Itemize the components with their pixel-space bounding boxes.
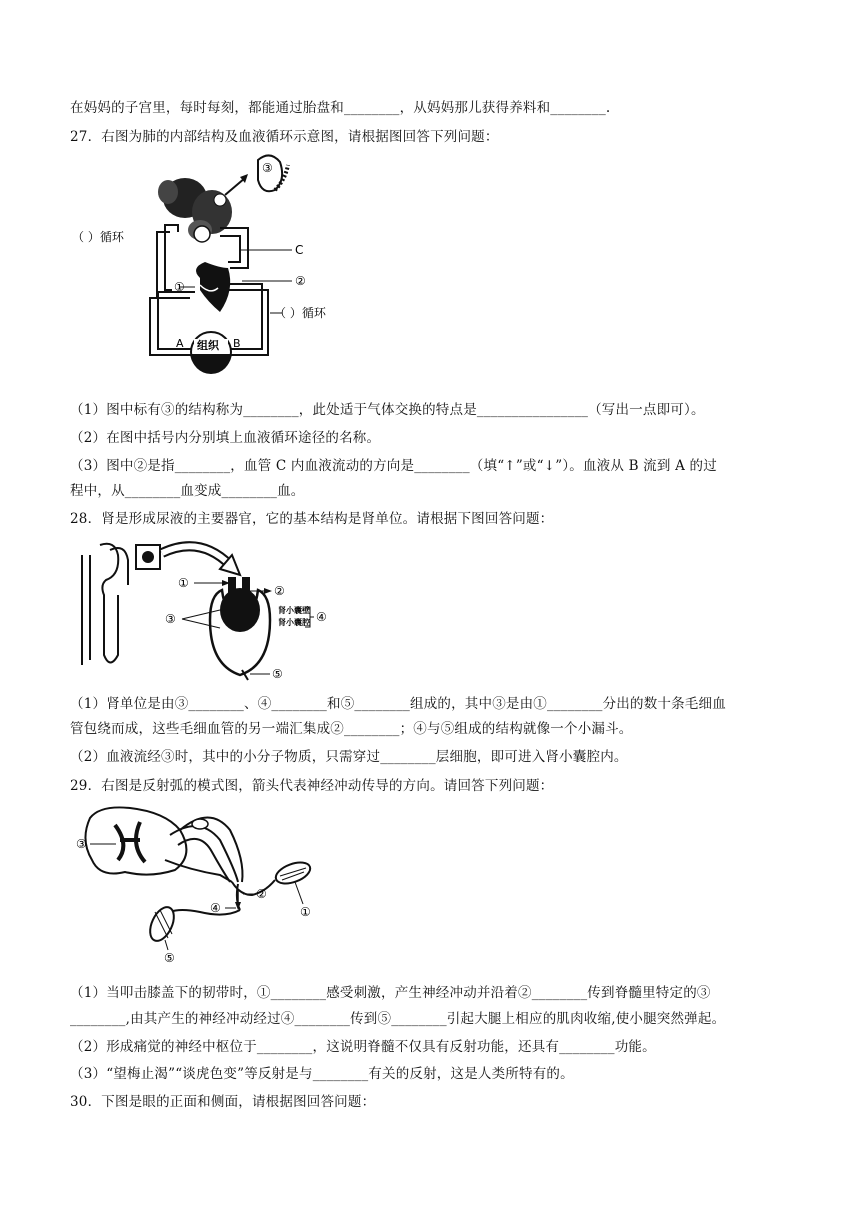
- question-28-2: （2）血液流经③时，其中的小分子物质，只需穿过________层细胞，即可进入肾小囊腔内。: [70, 749, 628, 765]
- question-29-title: 29．右图是反射弧的模式图，箭头代表神经冲动传导的方向。请回答下列问题：: [70, 778, 554, 794]
- fig29-label-3: ③: [76, 837, 87, 851]
- fig28-label-3: ③: [165, 612, 176, 626]
- figure-27-circulation: [70, 150, 370, 380]
- fig27-tissue-label: 组织: [197, 339, 219, 352]
- fig28-label-2: ②: [274, 584, 285, 598]
- fig27-label-c: C: [295, 243, 304, 257]
- question-28-1b: 管包绕而成，这些毛细血管的另一端汇集成②________；④与⑤组成的结构就像一个小漏斗。: [70, 721, 633, 737]
- fig27-label-3: ③: [262, 161, 273, 175]
- fig27-left-bracket: （ ）循环: [72, 230, 124, 244]
- question-30-title: 30．下图是眼的正面和侧面，请根据图回答问题：: [70, 1094, 376, 1110]
- fig28-capsule-cavity: 肾小囊腔: [278, 618, 310, 627]
- question-27-1: （1）图中标有③的结构称为________，此处适于气体交换的特点是________________（写出一点即可）。: [70, 402, 705, 418]
- fig29-label-5: ⑤: [164, 951, 175, 965]
- fig27-label-1: ①: [174, 280, 185, 294]
- question-27-2: （2）在图中括号内分别填上血液循环途径的名称。: [70, 430, 381, 446]
- fig28-label-1: ①: [178, 576, 189, 590]
- question-29-2: （2）形成痛觉的神经中枢位于________，这说明脊髓不仅具有反射功能，还具有________功能。: [70, 1039, 656, 1055]
- question-28-1a: （1）肾单位是由③________、④________和⑤________组成的，其中③是由①________分出的数十条毛细血: [70, 696, 726, 712]
- fig28-capsule-wall: 肾小囊壁: [278, 606, 310, 615]
- fig28-label-5: ⑤: [272, 667, 283, 681]
- fig29-label-1: ①: [300, 905, 311, 919]
- fig27-label-b: B: [233, 337, 241, 350]
- fig27-label-2: ②: [295, 274, 306, 288]
- figure-29-reflex-arc: [70, 800, 330, 970]
- figure-28-nephron: [70, 535, 350, 685]
- question-28-title: 28．肾是形成尿液的主要器官，它的基本结构是肾单位。请根据下图回答问题：: [70, 511, 554, 527]
- question-29-3: （3）“望梅止渴”“谈虎色变”等反射是与________有关的反射，这是人类所特有的。: [70, 1066, 574, 1082]
- fig27-right-bracket: （ ）循环: [274, 306, 326, 320]
- question-27-title: 27．右图为肺的内部结构及血液循环示意图，请根据图回答下列问题：: [70, 129, 499, 145]
- text-line-fetus: 在妈妈的子宫里，每时每刻，都能通过胎盘和________，从妈妈那儿获得养料和________.: [70, 100, 611, 116]
- fig27-label-a: A: [176, 337, 184, 350]
- question-29-1a: （1）当叩击膝盖下的韧带时，①________感受刺激，产生神经冲动并沿着②________传到脊髓里特定的③: [70, 985, 711, 1001]
- question-27-3b: 程中，从________血变成________血。: [70, 483, 305, 499]
- fig29-label-4: ④: [210, 901, 221, 915]
- fig28-label-4: ④: [316, 610, 327, 624]
- question-27-3a: （3）图中②是指________，血管 C 内血液流动的方向是________（填“↑”或“↓”）。血液从 B 流到 A 的过: [70, 458, 717, 474]
- question-29-1b: ________,由其产生的神经冲动经过④________传到⑤________引起大腿上相应的肌肉收缩,使小腿突然弹起。: [70, 1011, 726, 1027]
- fig29-label-2: ②: [256, 887, 267, 901]
